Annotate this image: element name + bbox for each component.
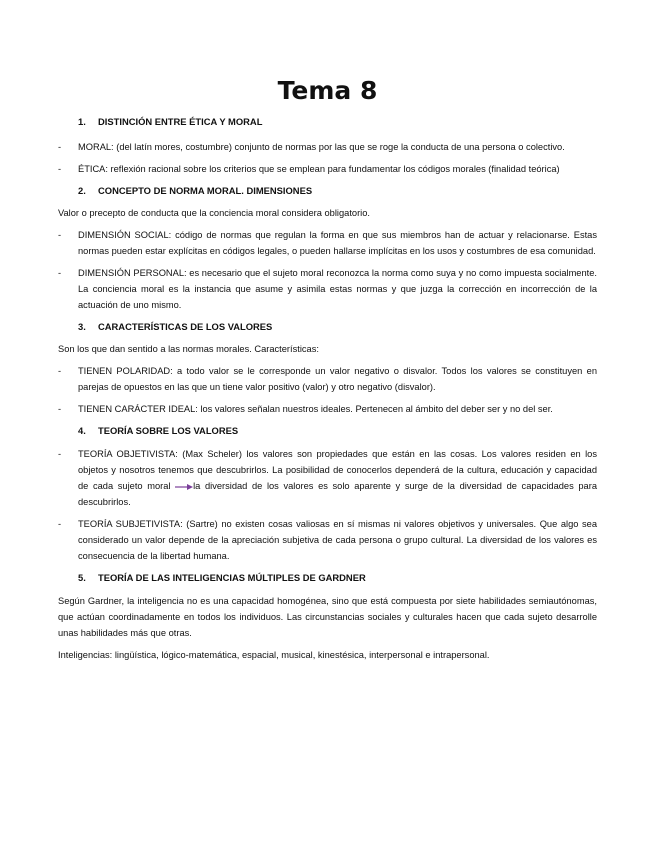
section-title: TEORÍA SOBRE LOS VALORES [98,425,239,436]
paragraph: Según Gardner, la inteligencia no es una capacidad homogénea, sino que está compuesta por siete habilidades semiautónomas, que actúan coordinadamente en todos los individuos. Las circunstancias sociales y culturales hacen que cada sujeto desarrolle unas habilidades más que otras. [58,596,597,638]
section-5-heading [78,571,597,585]
section-title: DISTINCIÓN ENTRE ÉTICA Y MORAL [98,116,263,127]
section-2-heading [78,184,597,198]
section-title: CARACTERÍSTICAS DE LOS VALORES [98,321,273,332]
list-item [58,139,597,155]
list-item [58,446,597,510]
item-text: DIMENSIÓN PERSONAL: es necesario que el sujeto moral reconozca la norma como suya y no como impuesta socialmente. La conciencia moral es la instancia que asume y asimila estas normas y que juzga la corrección en incorrección de la actuación de uno mismo. [78,268,597,310]
item-text: TIENEN POLARIDAD: a todo valor se le corresponde un valor negativo o disvalor. Todos los valores se constituyen en parejas de opuestos en las que un tiene valor positivo (valor) y otro negativo (disvalor). [78,366,597,392]
paragraph: Inteligencias: lingüística, lógico-matemática, espacial, musical, kinestésica, interpersonal e intrapersonal. [58,650,490,660]
section-3-heading [78,320,597,334]
bullet-dash: - [58,230,62,240]
page-title: Tema 8 [277,76,378,105]
bullet-dash: - [58,268,62,278]
bullet-dash: - [58,142,62,152]
list-item [58,161,597,177]
list-item [58,265,597,313]
section-1-heading [78,115,597,129]
list-item [58,401,597,417]
section-number: 2. [78,185,86,196]
item-text: TEORÍA SUBJETIVISTA: (Sartre) no existen cosas valiosas en sí mismas ni valores objetivos y universales. Que algo sea considerado un valor depende de la apreciación subjetiva de cada persona o grupo cultural. La diversidad de los valores es consecuencia de la libertad humana. [78,519,597,561]
list-item [58,516,597,564]
section-number: 1. [78,116,86,127]
section-intro: Son los que dan sentido a las normas morales. Características: [58,344,319,354]
item-text: ÉTICA: reflexión racional sobre los criterios que se emplean para fundamentar los códigos morales (finalidad teórica) [78,164,560,174]
item-text: MORAL: (del latín mores, costumbre) conjunto de normas por las que se roge la conducta de una persona o colectivo. [78,142,565,152]
item-text: TIENEN CARÁCTER IDEAL: los valores señalan nuestros ideales. Pertenecen al ámbito del deber ser y no del ser. [78,404,553,414]
section-number: 5. [78,572,86,583]
bullet-dash: - [58,164,62,174]
item-text-part2: la diversidad de los valores es solo aparente y surge de la diversidad de capacidades para descubrirlos. [78,481,597,507]
item-text: DIMENSIÓN SOCIAL: código de normas que regulan la forma en que sus miembros han de actuar y relacionarse. Estas normas pueden estar explícitas en códigos legales, o pueden hallarse implícitas en los usos y costumbres de esa comunidad. [78,230,597,256]
section-title: TEORÍA DE LAS INTELIGENCIAS MÚLTIPLES DE GARDNER [98,572,366,583]
bullet-dash: - [58,366,62,376]
section-4-heading [78,424,597,438]
bullet-dash: - [58,404,62,414]
section-title: CONCEPTO DE NORMA MORAL. DIMENSIONES [98,185,313,196]
bullet-dash: - [58,449,62,459]
list-item [58,227,597,259]
item-text-part1: TEORÍA OBJETIVISTA: (Max Scheler) los valores son propiedades que están en las cosas. Los valores residen en los objetos y nosotros tenemos que descubrirlos. La posibilidad de conocerlos dependerá de la cultura, educación y capacidad de cada sujeto moral [78,449,597,491]
right-arrow-icon [175,483,193,491]
section-number: 3. [78,321,86,332]
section-intro: Valor o precepto de conducta que la conciencia moral considera obligatorio. [58,208,370,218]
section-number: 4. [78,425,86,436]
list-item [58,363,597,395]
bullet-dash: - [58,519,62,529]
